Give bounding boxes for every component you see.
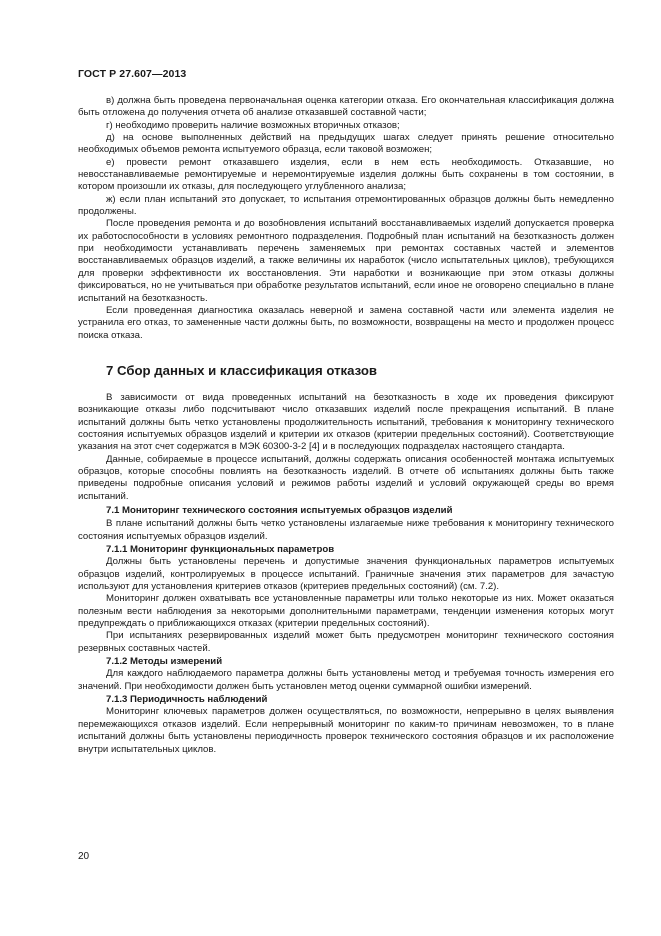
standard-header: ГОСТ Р 27.607—2013: [78, 68, 187, 80]
page-number: 20: [78, 851, 90, 862]
paragraph-item-g: г) необходимо проверить наличие возможных вторичных отказов;: [106, 119, 400, 131]
section-7-1-3-paragraph: Мониторинг ключевых параметров должен осуществляться, по возможности, непрерывно в целях выявления перемежающихся отказов изделий. Если непрерывный мониторинг по каким-то причинам невозможен, то в плане испытаний должны быть установлены периодичность проверок технического состояния образцов и их расположение внутри испытательных циклов.: [78, 706, 614, 755]
paragraph-item-d: д) на основе выполненных действий на предыдущих шагах следует принять решение относительно необходимых объемов ремонта испытуемого образца, если таковой возможен;: [78, 132, 614, 156]
paragraph-item-zh: ж) если план испытаний это допускает, то испытания отремонтированных образцов должны быть немедленно продолжены.: [78, 193, 614, 218]
section-7-1-2-heading: 7.1.2 Методы измерений: [106, 656, 223, 668]
section-7-1-heading: 7.1 Мониторинг технического состояния испытуемых образцов изделий: [106, 504, 453, 516]
section-7-1-1-paragraph: Должны быть установлены перечень и допустимые значения функциональных параметров испытуемых образцов изделий, контролируемых в процессе испытаний. Граничные значения этих параметров для зачастую используют для установления критериев отказов (критериев предельных состояний) (см. 7.2).: [78, 556, 614, 593]
section-7-1-3-heading: 7.1.3 Периодичность наблюдений: [106, 694, 268, 706]
section-7-1-paragraph: В плане испытаний должны быть четко установлены излагаемые ниже требования к мониторингу технического состояния испытуемых образцов изделий.: [78, 518, 614, 542]
section-7-1-1-paragraph: Мониторинг должен охватывать все установленные параметры или только некоторые из них. Может оказаться полезным вести наблюдения за некоторыми дополнительными параметрами, тенденции изменения которых могут предупреждать о приближающихся отказах (критерии предельных состояний).: [78, 593, 614, 630]
section-7-1-1-heading: 7.1.1 Мониторинг функциональных параметров: [106, 544, 335, 555]
paragraph-diagnostics: Если проведенная диагностика оказалась неверной и замена составной части или элемента изделия не устранила его отказ, то замененные части должны быть, по возможности, возвращены на место и продолжен процесс поиска отказа.: [78, 304, 614, 341]
document-body: [78, 95, 614, 756]
section-7-paragraph: В зависимости от вида проведенных испытаний на безотказность в ходе их проведения фиксируют возникающие отказы либо подсчитывают число отказавших изделий после прекращения испытаний. В плане испытаний должны быть четко установлены продолжительность испытаний, требования к мониторингу технического состояния испытуемых образцов изделий и критерии их отказов (критерии предельных состояний). Соответствующие указания на этот счет содержатся в МЭК 60300-3-2 [4] и в последующих подразделах настоящего стандарта.: [78, 391, 614, 453]
paragraph-item-e: е) провести ремонт отказавшего изделия, если в нем есть необходимость. Отказавшие, но невосстанавливаемые ремонтируемые и неремонтируемые изделия должны быть сохранены в том состоянии, в котором произошли их отказы, для последующего углубленного анализа;: [78, 156, 614, 193]
paragraph-item-v: в) должна быть проведена первоначальная оценка категории отказа. Его окончательная классификация должна быть отложена до получения отчета об анализе отказавшей составной части;: [78, 95, 614, 119]
paragraph-repair-check: После проведения ремонта и до возобновления испытаний восстанавливаемых изделий допускается проверка их работоспособности в условиях ремонтного подразделения. Подробный план испытаний на безотказность должен при необходимости устанавливать перечень заменяемых при ремонтах составных частей и элементов восстанавливаемых образцов изделий, а также величины их наработок (число испытательных циклов), требующихся для проверки эффективности их восстановления. Эти наработки и возникающие при этом отказы должны фиксироваться, но не учитываться при обработке результатов испытаний, если иное не оговорено специально в плане испытаний на безотказность.: [78, 218, 614, 304]
section-7-1-1-paragraph: При испытаниях резервированных изделий может быть предусмотрен мониторинг технического состояния резервных составных частей.: [78, 630, 614, 654]
section-7-paragraph: Данные, собираемые в процессе испытаний, должны содержать описания особенностей монтажа испытуемых образцов, которые способны повлиять на безотказность изделий. В отчете об испытаниях должны быть также приведены подробные описания условий и режимов работы изделий и условий окружающей среды во время испытаний.: [78, 453, 614, 502]
section-7-heading: 7 Сбор данных и классификация отказов: [106, 362, 378, 378]
section-7-1-2-paragraph: Для каждого наблюдаемого параметра должны быть установлены метод и требуемая точность измерения его значений. При необходимости должен быть установлен метод оценки суммарной ошибки измерений.: [78, 668, 614, 692]
